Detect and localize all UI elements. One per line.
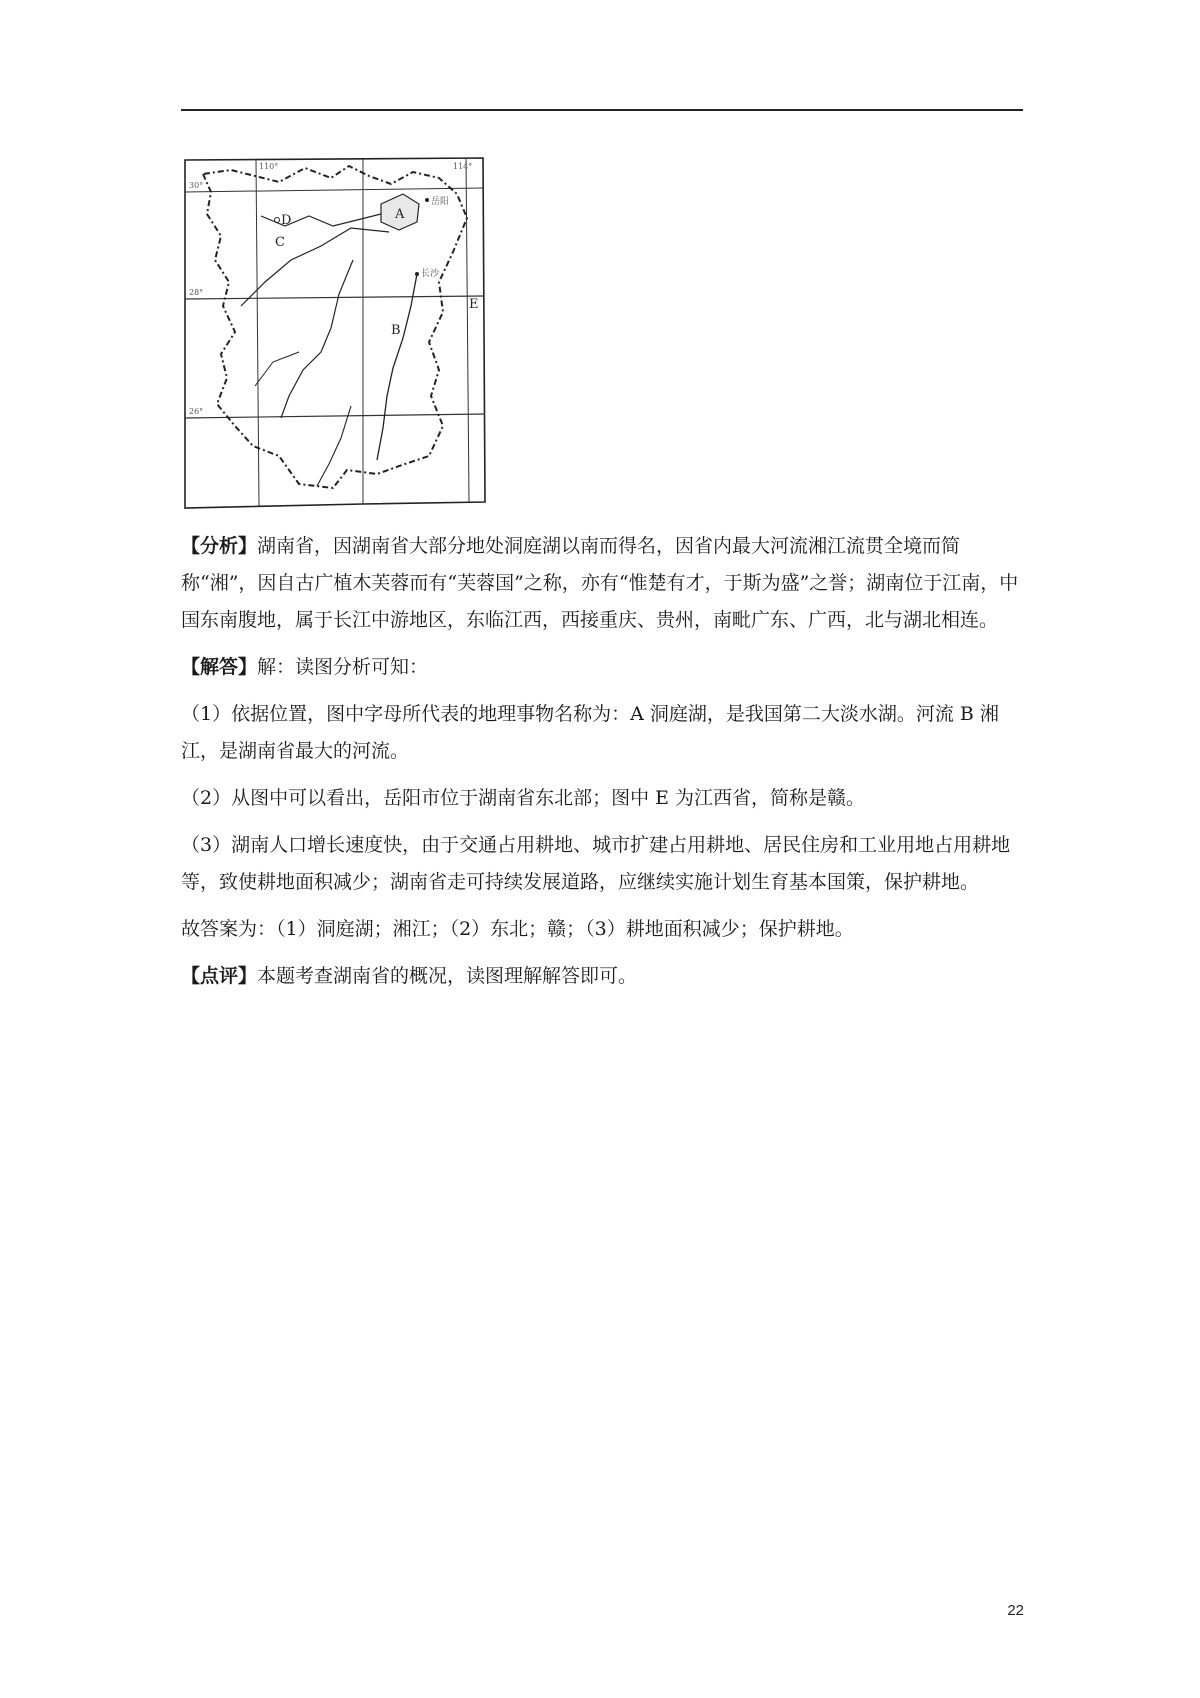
yueyang-marker (425, 198, 429, 202)
map-label-d: D (281, 213, 292, 228)
comment-tag: 【点评】 (181, 965, 258, 987)
hunan-map (181, 156, 487, 514)
comment-text: 本题考查湖南省的概况，读图理解解答即可。 (257, 965, 638, 987)
map-city-yueyang: 岳阳 (431, 197, 450, 207)
header-rule (181, 109, 1023, 111)
answer-item-1: （1）依据位置，图中字母所代表的地理事物名称为：A 洞庭湖，是我国第二大淡水湖。河流 B 湘江，是湖南省最大的河流。 (181, 703, 999, 762)
map-label-b: B (391, 323, 401, 338)
map-label-c: C (275, 235, 285, 250)
lon-tick-114: 114° (453, 162, 473, 171)
answer-item-3: （3）湖南人口增长速度快，由于交通占用耕地、城市扩建占用耕地、居民住房和工业用地占用耕地等，致使耕地面积减少；湖南省走可持续发展道路，应继续实施计划生育基本国策，保护耕地。 (181, 834, 1011, 893)
comment-paragraph (181, 958, 1023, 995)
lat-tick-26: 26° (189, 407, 204, 416)
lat-tick-30: 30° (189, 181, 204, 190)
lat-tick-28: 28° (189, 288, 204, 297)
answer-intro-text: 解：读图分析可知： (257, 656, 429, 678)
page-number: 22 (1007, 1602, 1024, 1619)
answer-item-2: （2）从图中可以看出，岳阳市位于湖南省东北部；图中 E 为江西省，简称是赣。 (181, 787, 866, 809)
map-label-e: E (469, 297, 479, 312)
final-answer: 故答案为：（1）洞庭湖；湘江；（2）东北；赣；（3）耕地面积减少；保护耕地。 (181, 918, 854, 940)
analysis-tag: 【分析】 (181, 535, 258, 557)
answer-tag: 【解答】 (181, 656, 258, 678)
changsha-marker (415, 272, 419, 276)
map-label-a: A (395, 207, 405, 222)
analysis-paragraph (181, 528, 1023, 639)
answer-intro (181, 649, 1023, 686)
hunan-map-figure (181, 156, 487, 514)
solution-text (181, 528, 1023, 995)
analysis-text: 湖南省，因湖南省大部分地处洞庭湖以南而得名，因省内最大河流湘江流贯全境而简称“湘”，因自古广植木芙蓉而有“芙蓉国”之称，亦有“惟楚有才，于斯为盛”之誉；湖南位于江南，中国东南腹地，属于长江中游地区，东临江西，西接重庆、贵州，南毗广东、广西，北与湖北相连。 (181, 535, 1019, 631)
lon-tick-110: 110° (259, 162, 279, 171)
map-city-changsha: 长沙 (421, 269, 440, 279)
